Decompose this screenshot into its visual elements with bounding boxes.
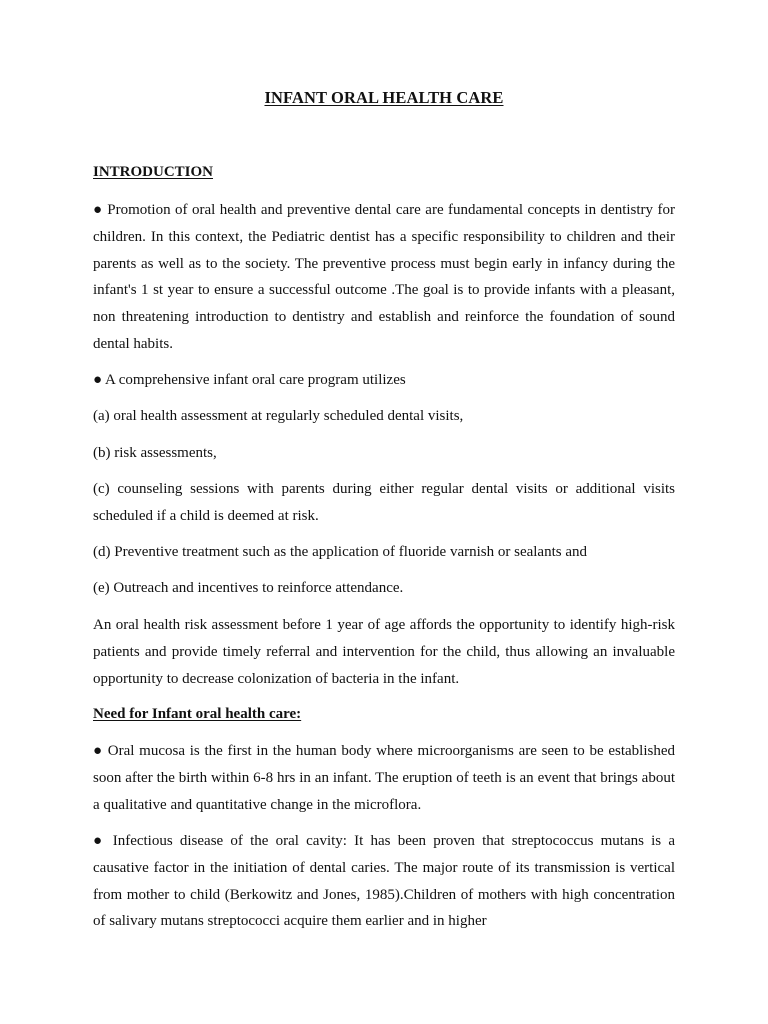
- document-title: INFANT ORAL HEALTH CARE: [264, 88, 504, 107]
- program-item-b: (b) risk assessments,: [93, 445, 217, 461]
- program-item-e: (e) Outreach and incentives to reinforce attendance.: [93, 580, 404, 596]
- need-heading: Need for Infant oral health care:: [93, 706, 302, 722]
- need-paragraph-2: ● Infectious disease of the oral cavity: It has been proven that streptococcus mutans is a causative factor in the initiation of dental caries. The major route of its transmission is vertical from mother to child (Berkowitz and Jones, 1985).Children of mothers with high concentration of salivary mutans streptococci acquire them earlier and in higher: [93, 833, 675, 930]
- program-item-a: (a) oral health assessment at regularly scheduled dental visits,: [93, 408, 464, 424]
- introduction-heading: INTRODUCTION: [93, 164, 214, 180]
- program-intro: ● A comprehensive infant oral care program utilizes: [93, 372, 406, 388]
- program-item-d: (d) Preventive treatment such as the application of fluoride varnish or sealants and: [93, 544, 588, 560]
- program-item-c: (c) counseling sessions with parents during either regular dental visits or additional visits scheduled if a child is deemed at risk.: [93, 481, 675, 524]
- risk-paragraph: An oral health risk assessment before 1 year of age affords the opportunity to identify high-risk patients and provide timely referral and intervention for the child, thus allowing an invaluable opportunity to decrease colonization of bacteria in the infant.: [93, 617, 675, 687]
- intro-paragraph: ● Promotion of oral health and preventive dental care are fundamental concepts in dentistry for children. In this context, the Pediatric dentist has a specific responsibility to children and their parents as well as to the society. The preventive process must begin early in infancy during the infant's 1 st year to ensure a successful outcome .The goal is to provide infants with a pleasant, non threatening introduction to dentistry and establish and reinforce the foundation of sound dental habits.: [93, 202, 675, 352]
- need-paragraph-1: ● Oral mucosa is the first in the human body where microorganisms are seen to be established soon after the birth within 6-8 hrs in an infant. The eruption of teeth is an event that brings about a qualitative and quantitative change in the microflora.: [93, 743, 675, 813]
